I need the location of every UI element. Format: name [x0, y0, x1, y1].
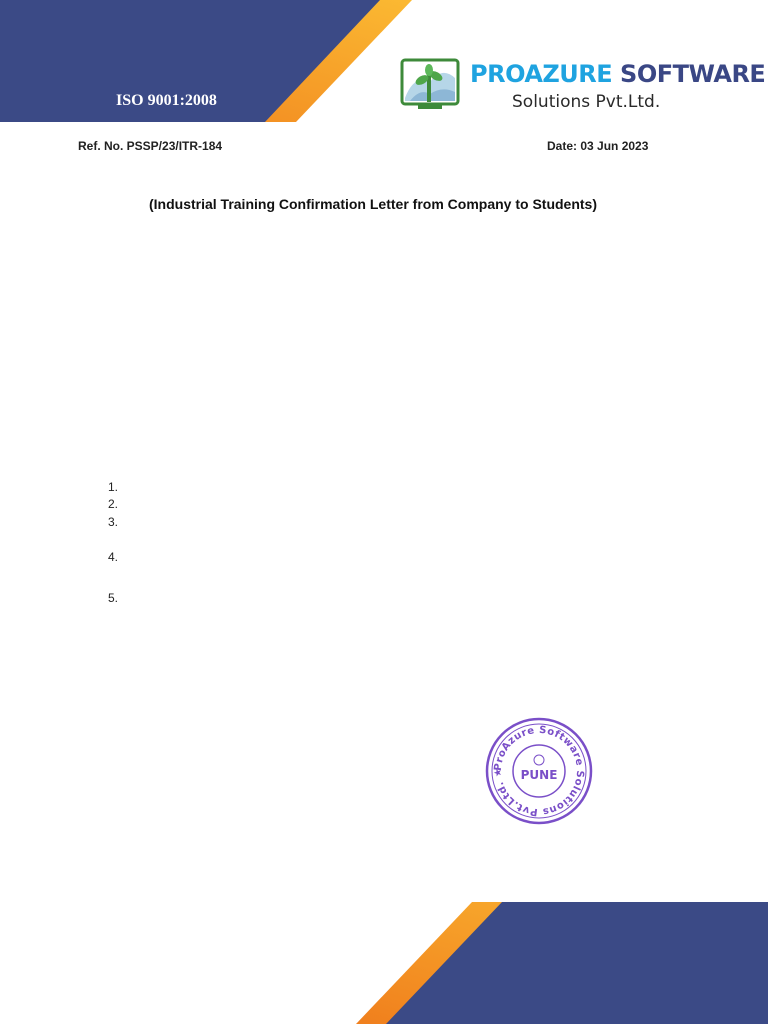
- stamp-ring-text: ProAzure Software Solutions Pvt.Ltd. ★: [492, 724, 586, 818]
- stamp-city: PUNE: [520, 768, 558, 782]
- company-name-part2: SOFTWARE: [620, 60, 766, 88]
- list-number-3: 3.: [108, 515, 119, 529]
- footer-band: [0, 900, 768, 1024]
- iso-certification-label: ISO 9001:2008: [116, 92, 217, 109]
- reference-number: Ref. No. PSSP/23/ITR-184: [78, 139, 223, 153]
- list-number-5: 5.: [108, 591, 119, 605]
- company-stamp: [484, 716, 594, 826]
- list-number-2: 2.: [108, 497, 119, 511]
- company-name: [470, 60, 765, 88]
- letter-title: (Industrial Training Confirmation Letter from Company to Students): [148, 196, 597, 212]
- list-number-4: 4.: [108, 550, 119, 564]
- company-subtitle: Solutions Pvt.Ltd.: [512, 92, 661, 112]
- company-name-part1: PROAZURE: [470, 60, 613, 88]
- letter-date: Date: 03 Jun 2023: [547, 139, 649, 153]
- company-logo-icon: [400, 58, 460, 114]
- list-number-1: 1.: [108, 480, 119, 494]
